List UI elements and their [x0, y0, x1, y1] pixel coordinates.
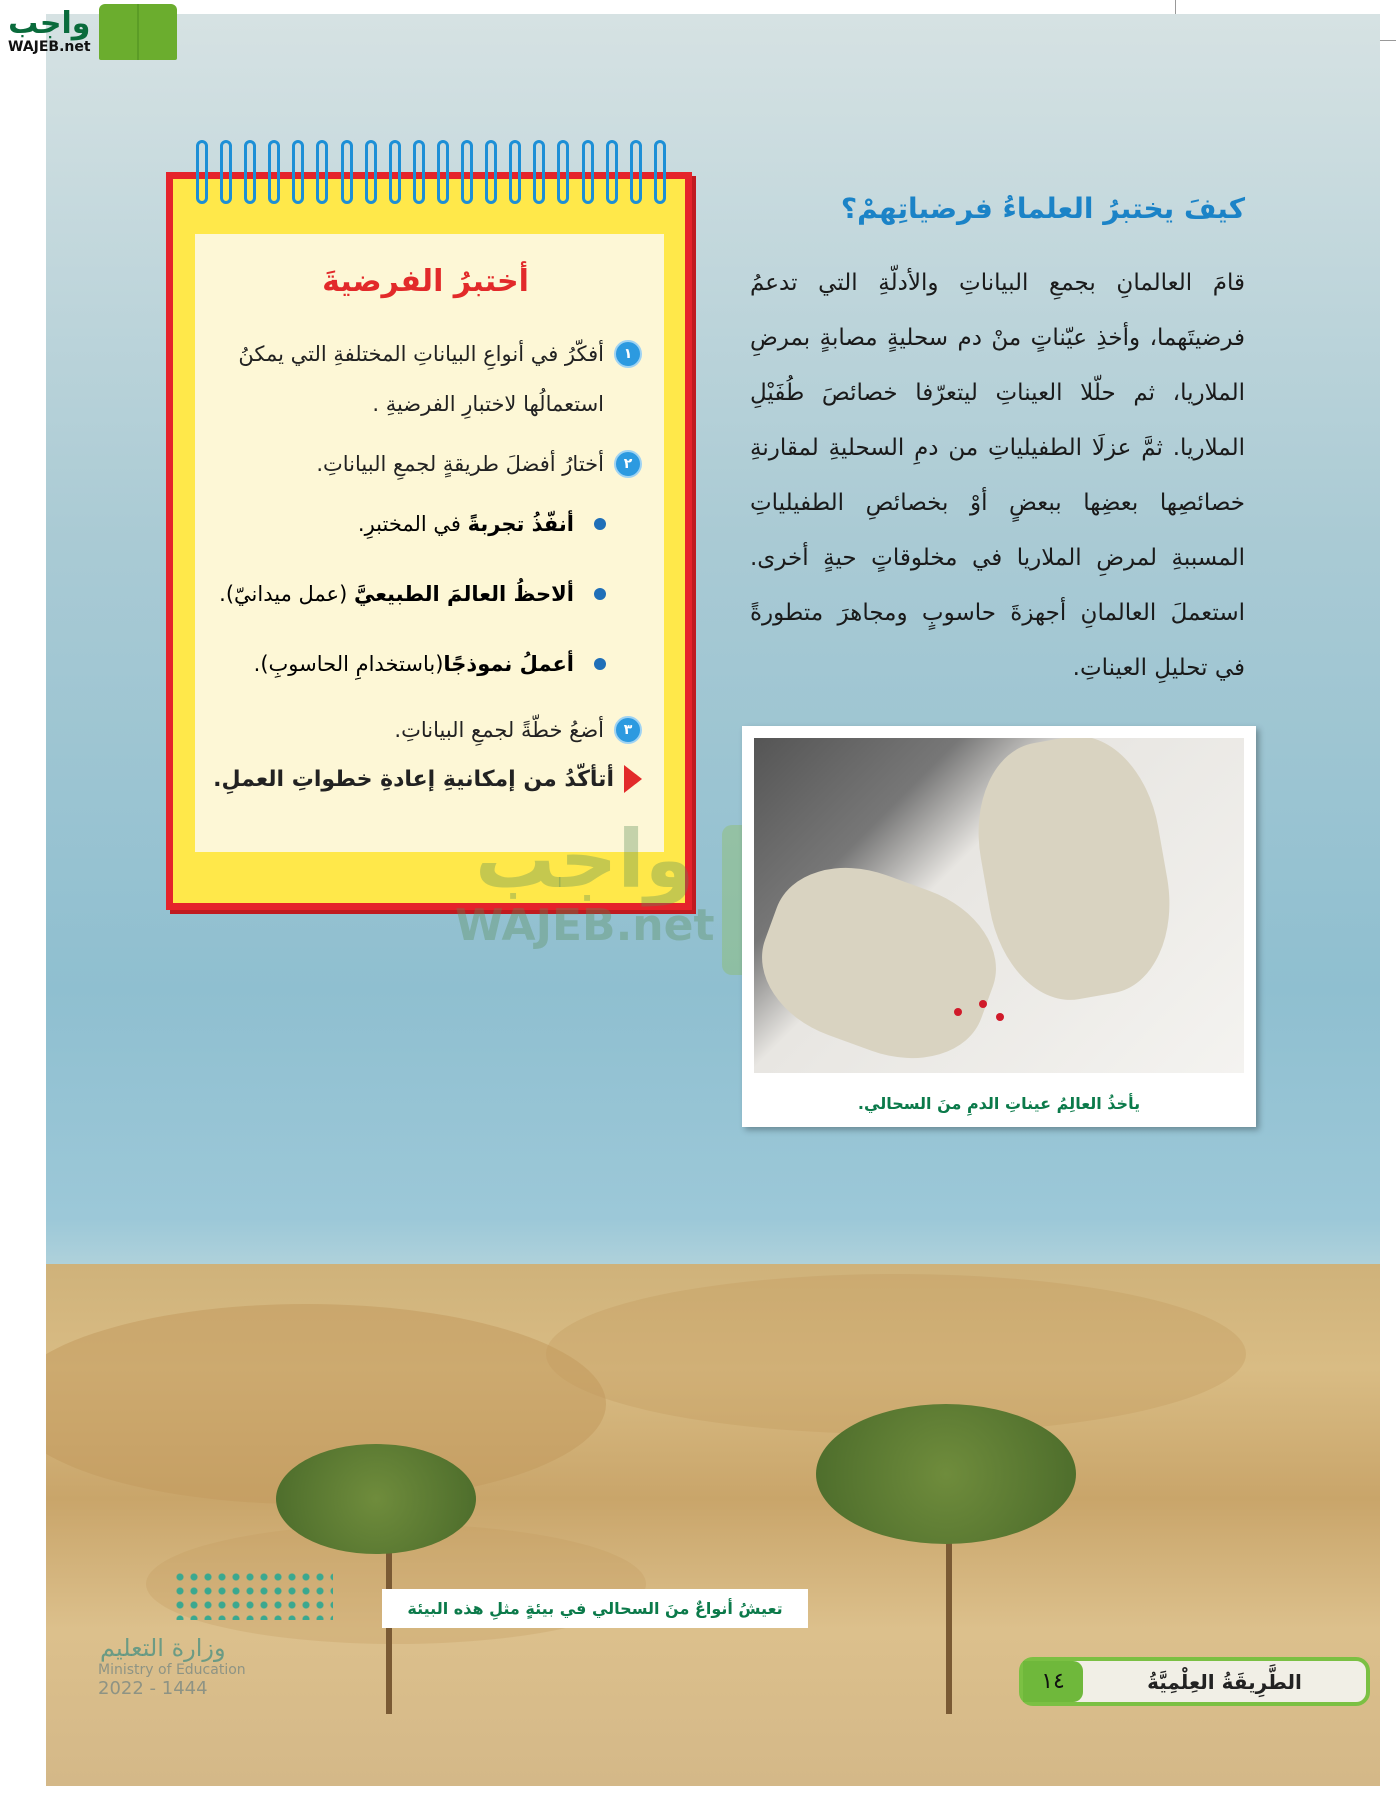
section-heading: كيفَ يختبرُ العلماءُ فرضياتِهمْ؟ — [840, 192, 1245, 225]
photo-caption: يأخذُ العالِمُ عيناتِ الدمِ منَ السحالي. — [857, 1094, 1141, 1113]
wajeb-logo: واجب WAJEB.net — [8, 4, 177, 60]
step-number-icon: ٣ — [614, 716, 642, 744]
card-title: أختبرُ الفرضيةَ — [322, 264, 529, 299]
landscape-caption: تعيشُ أنواعٌ منَ السحالي في بيئةٍ مثلِ هذه البيئة — [382, 1589, 808, 1628]
ministry-dots-icon — [173, 1570, 333, 1620]
page-number: ١٤ — [1023, 1661, 1083, 1702]
lizard-blood-sample-photo — [754, 738, 1244, 1073]
watermark: واجب WAJEB.net — [455, 813, 715, 951]
bullet-icon — [594, 658, 606, 670]
photo-frame — [742, 726, 1256, 1127]
step-1: ١ أفكّرُ في أنواعِ البياناتِ المختلفةِ التي يمكنُ استعمالُها لاختبارِ الفرضيةِ . — [209, 329, 642, 429]
notebook-content — [195, 234, 664, 852]
bullet-icon — [594, 518, 606, 530]
book-icon — [99, 4, 177, 60]
step-3: ٣ أضعُ خطّةً لجمعِ البياناتِ. — [209, 705, 642, 755]
bullet-icon — [594, 588, 606, 600]
triangle-marker-icon — [624, 765, 642, 793]
step-number-icon: ٢ — [614, 450, 642, 478]
bullet-item: أعملُ نموذجًا(باستخدامِ الحاسوبِ). — [209, 629, 606, 699]
page-footer — [1019, 1657, 1370, 1706]
spiral-binding-icon — [196, 140, 666, 210]
chapter-title: الطَّرِيقَةُ العِلْمِيَّةُ — [1147, 1669, 1302, 1694]
bullet-item: أنفّذُ تجربةً في المختبرِ. — [209, 489, 606, 559]
bullet-item: ألاحظُ العالمَ الطبيعيَّ (عمل ميدانيّ). — [209, 559, 606, 629]
ministry-logo: وزارة التعليم Ministry of Education 2022 - 1444 — [98, 1570, 338, 1699]
check-item: أتأكّدُ من إمكانيةِ إعادةِ خطواتِ العملِ. — [209, 755, 642, 805]
body-paragraph: قامَ العالمانِ بجمعِ البياناتِ والأدلّةِ التي تدعمُ فرضيتَهما، وأخذِ عيّناتٍ منْ دم سحليةٍ مصابةٍ بمرضِ الملاريا، ثم حلّلا العيناتِ ليتعرّفا خصائصَ طُفَيْلِ الملاريا. ثمَّ عزلَا الطفيلياتِ من دمِ السحليةِ لمقارنةِ خصائصِها بعضِها ببعضٍ أوْ بخصائصِ الطفيلياتِ المسببةِ لمرضِ الملاريا في مخلوقاتٍ حيةٍ أخرى. استعملَ العالمانِ أجهزةَ حاسوبٍ ومجاهرَ متطورةً في تحليلِ العيناتِ. — [750, 270, 1245, 681]
step-number-icon: ١ — [614, 340, 642, 368]
step-2: ٢ أختارُ أفضلَ طريقةٍ لجمعِ البياناتِ. — [209, 439, 642, 489]
desert-landscape-photo — [46, 1264, 1380, 1786]
